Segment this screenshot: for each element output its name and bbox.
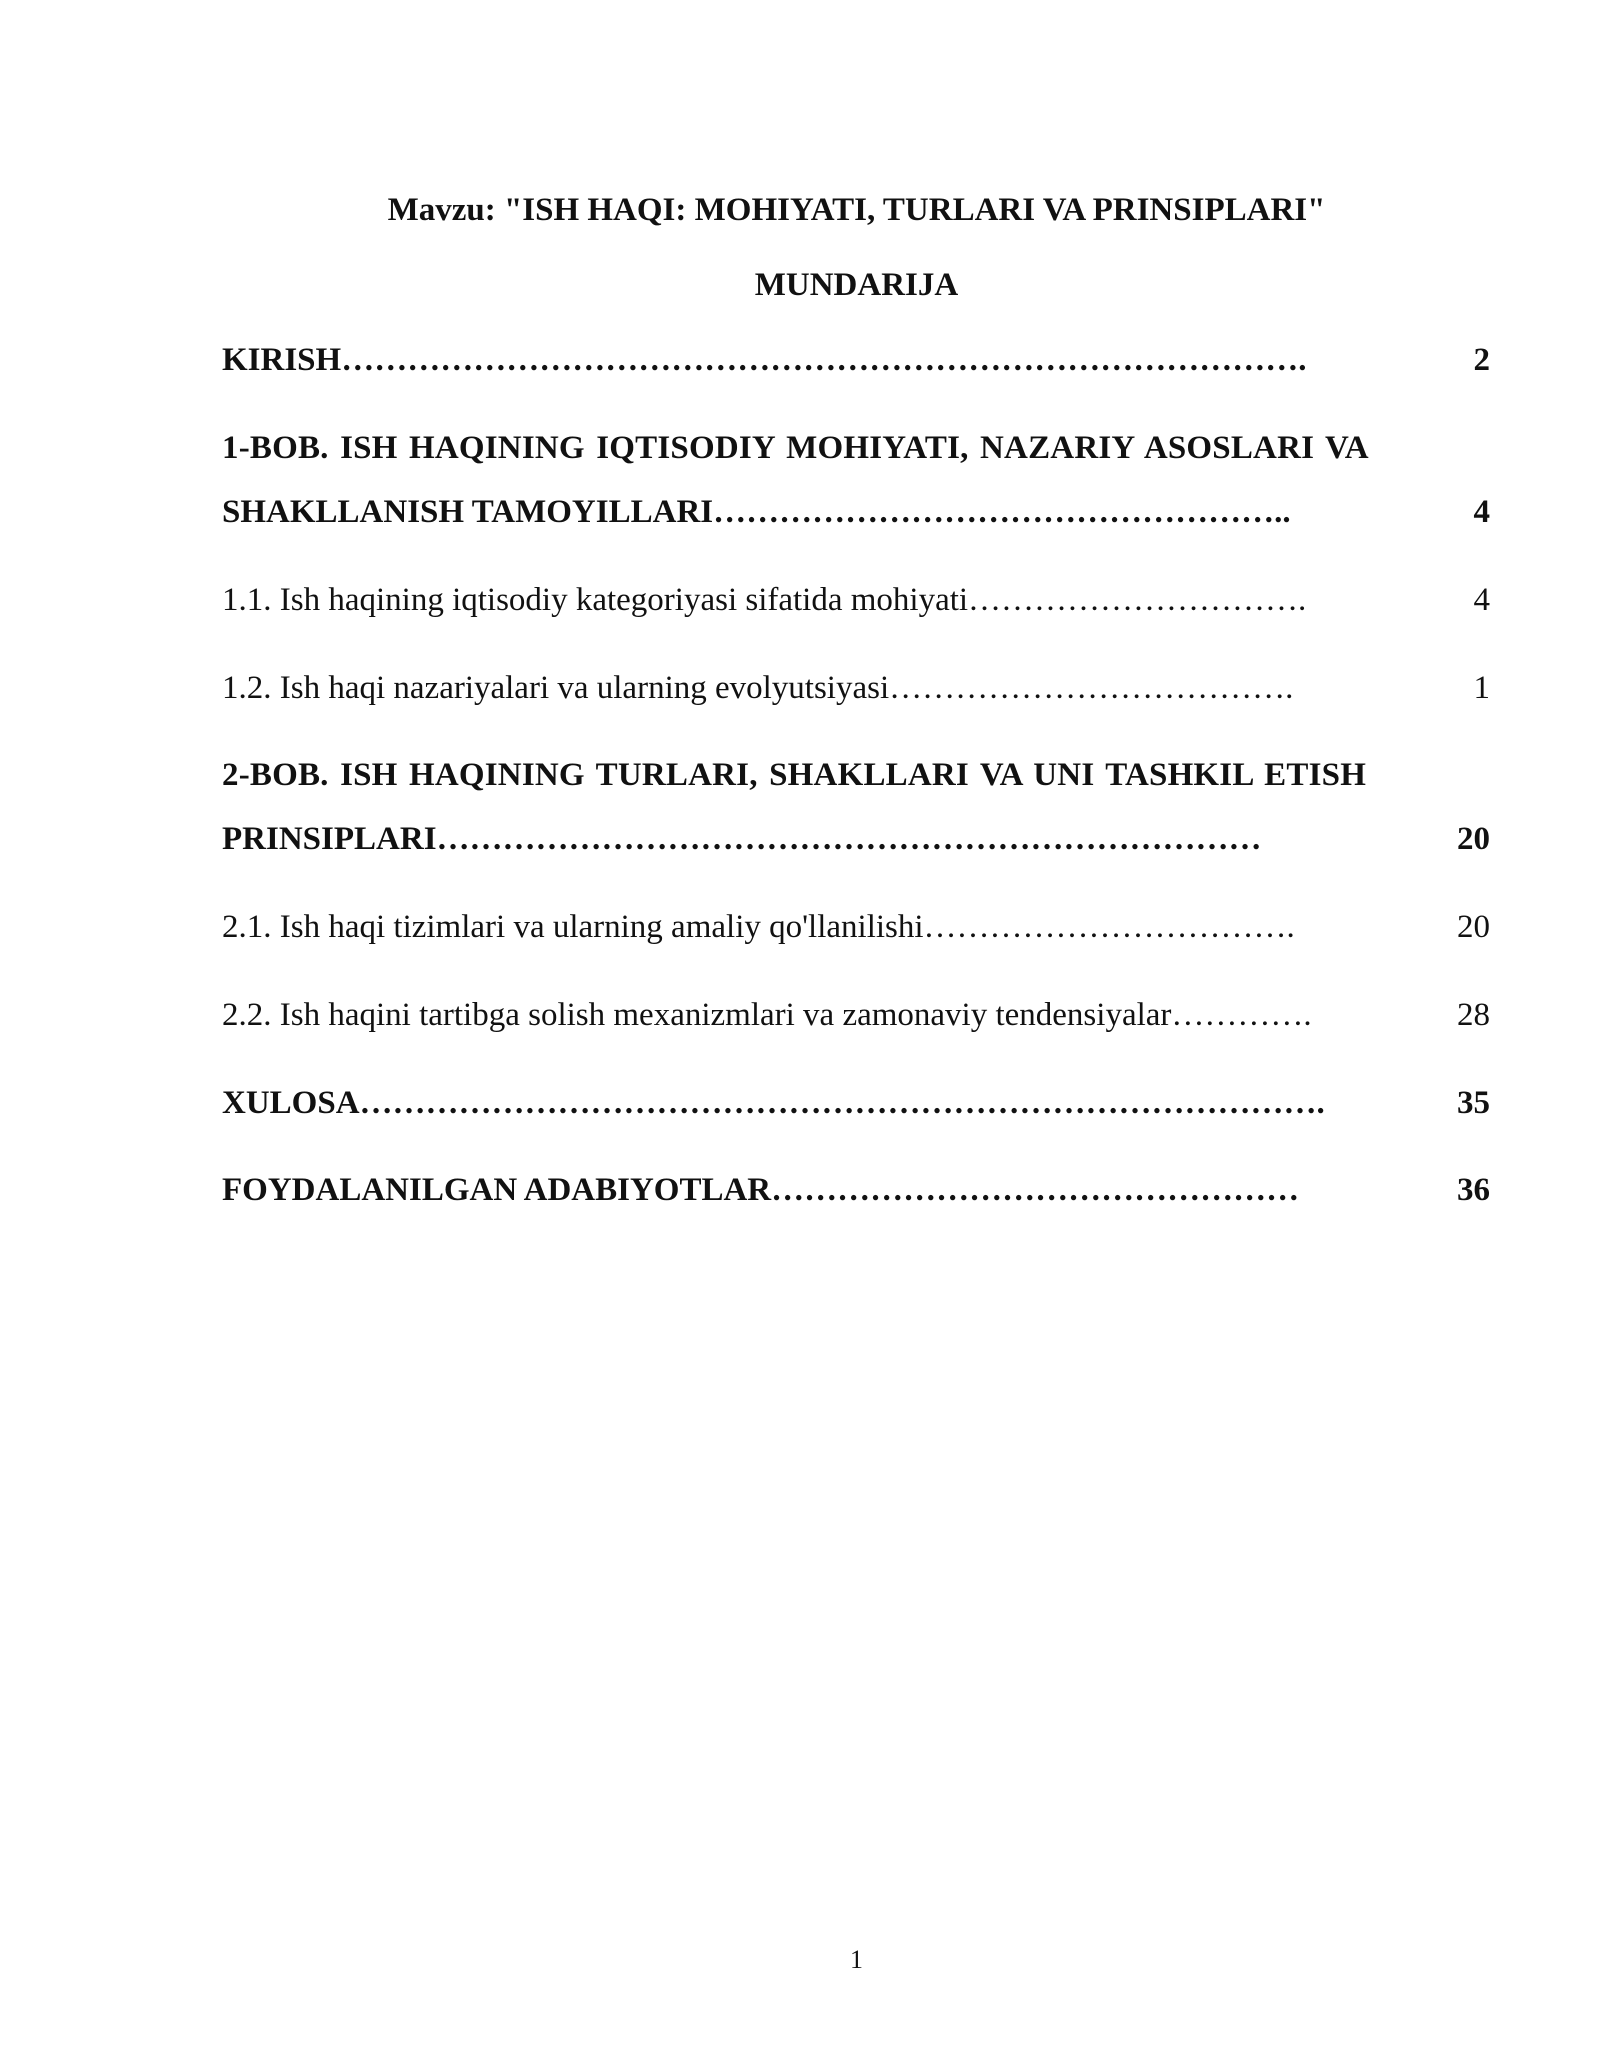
- toc-title: MUNDARIJA: [754, 267, 959, 303]
- toc-entry-label: 2.2. Ish haqini tartibga solish mexanizmlari va zamonaviy tendensiyalar………….: [222, 997, 1312, 1033]
- toc-entry-section-1-1[interactable]: [222, 580, 1500, 620]
- toc-entry-page: 4: [1473, 582, 1490, 618]
- toc-entry-page: 2: [1473, 342, 1490, 378]
- toc-entry-label-line1: 2-BOB. ISH HAQINING TURLARI, SHAKLLARI VA UNI TASHKIL ETISH: [222, 757, 1367, 793]
- toc-entry-label: 2.1. Ish haqi tizimlari va ularning amaliy qo'llanilishi…………………………….: [222, 909, 1295, 945]
- page-number: 1: [850, 1945, 863, 1974]
- toc-entry-label: FOYDALANILGAN ADABIYOTLAR…………………………………………: [222, 1172, 1300, 1208]
- toc-entry-page: 1: [1473, 670, 1490, 706]
- toc-entry-section-2-1[interactable]: [222, 907, 1500, 947]
- toc-entry-chapter-2[interactable]: [222, 755, 1500, 859]
- toc-entry-page: 20: [1457, 909, 1490, 945]
- toc-entry-label: KIRISH…………………………………………………………………………….: [222, 342, 1307, 378]
- toc-entry-kirish[interactable]: [222, 340, 1500, 380]
- toc-entry-page: 4: [1473, 494, 1490, 530]
- toc-entry-section-2-2[interactable]: [222, 995, 1500, 1035]
- toc-entry-adabiyotlar[interactable]: [222, 1170, 1500, 1210]
- toc-entry-label: XULOSA…………………………………………………………………………….: [222, 1085, 1325, 1121]
- toc-entry-xulosa[interactable]: [222, 1083, 1500, 1123]
- toc-entry-label-line2: SHAKLLANISH TAMOYILLARI……………………………………………..: [222, 494, 1291, 530]
- toc-entry-page: 36: [1457, 1172, 1490, 1208]
- document-topic: Mavzu: "ISH HAQI: MOHIYATI, TURLARI VA PRINSIPLARI": [387, 192, 1326, 228]
- toc-entry-page: 35: [1457, 1085, 1490, 1121]
- toc-entry-page: 20: [1457, 821, 1490, 857]
- toc-entry-label-line2: PRINSIPLARI…………………………………………………………………: [222, 821, 1262, 857]
- toc-entry-chapter-1[interactable]: [222, 428, 1500, 532]
- toc-entry-section-1-2[interactable]: [222, 668, 1500, 708]
- toc-entry-label-line1: 1-BOB. ISH HAQINING IQTISODIY MOHIYATI, NAZARIY ASOSLARI VA: [222, 430, 1369, 466]
- toc-entry-label: 1.1. Ish haqining iqtisodiy kategoriyasi sifatida mohiyati………………………….: [222, 582, 1307, 618]
- toc-entry-page: 28: [1457, 997, 1490, 1033]
- toc-entry-label: 1.2. Ish haqi nazariyalari va ularning evolyutsiyasi……………………………….: [222, 670, 1294, 706]
